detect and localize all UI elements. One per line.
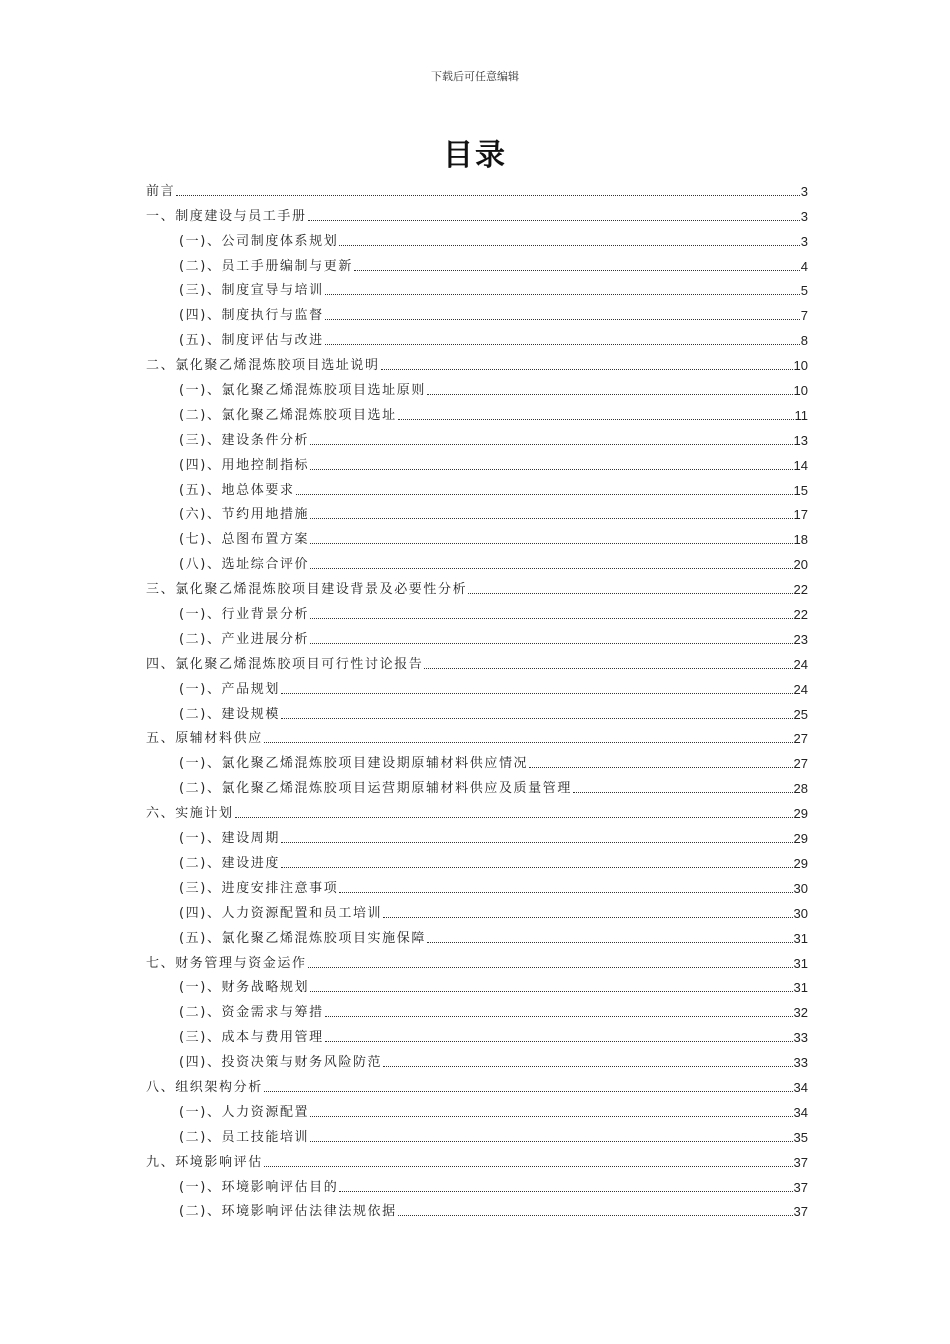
toc-entry-page: 22	[793, 582, 808, 598]
toc-leader-dots	[339, 892, 792, 893]
toc-entry-text: (五)、地总体要求	[179, 482, 295, 498]
toc-entry-page: 30	[793, 905, 808, 921]
toc-subsection-entry[interactable]	[146, 499, 808, 524]
toc-entry-text: (二)、建设规模	[179, 706, 280, 722]
toc-leader-dots	[310, 444, 792, 445]
toc-entry-page: 20	[793, 557, 808, 573]
toc-entry-page: 3	[800, 183, 808, 199]
toc-subsection-entry[interactable]	[146, 673, 808, 698]
toc-leader-dots	[325, 319, 800, 320]
toc-entry-text: (三)、建设条件分析	[179, 432, 310, 448]
toc-subsection-entry[interactable]	[146, 1096, 808, 1121]
toc-subsection-entry[interactable]	[146, 275, 808, 300]
toc-leader-dots	[339, 245, 799, 246]
toc-entry-page: 4	[800, 258, 808, 274]
toc-leader-dots	[281, 693, 793, 694]
toc-section-entry[interactable]	[146, 1146, 808, 1171]
toc-entry-text: (二)、员工手册编制与更新	[179, 258, 353, 274]
toc-entry-text: (二)、建设进度	[179, 855, 280, 871]
toc-subsection-entry[interactable]	[146, 1121, 808, 1146]
toc-section-entry[interactable]	[146, 349, 808, 374]
toc-section-entry[interactable]	[146, 175, 808, 200]
toc-entry-page: 34	[793, 1104, 808, 1120]
toc-subsection-entry[interactable]	[146, 474, 808, 499]
toc-subsection-entry[interactable]	[146, 1171, 808, 1196]
toc-leader-dots	[310, 469, 792, 470]
toc-entry-text: 八、组织架构分析	[146, 1079, 263, 1095]
toc-title: 目录	[443, 138, 507, 173]
toc-leader-dots	[310, 568, 792, 569]
toc-entry-text: (三)、成本与费用管理	[179, 1030, 324, 1046]
toc-entry-page: 35	[793, 1129, 808, 1145]
toc-entry-page: 33	[793, 1030, 808, 1046]
toc-leader-dots	[264, 1091, 793, 1092]
toc-subsection-entry[interactable]	[146, 1046, 808, 1071]
toc-entry-text: (五)、氯化聚乙烯混炼胶项目实施保障	[179, 930, 426, 946]
toc-entry-page: 8	[800, 333, 808, 349]
toc-leader-dots	[325, 1041, 793, 1042]
toc-entry-text: (一)、氯化聚乙烯混炼胶项目建设期原辅材料供应情况	[179, 756, 529, 772]
toc-section-entry[interactable]	[146, 648, 808, 673]
toc-section-entry[interactable]	[146, 1071, 808, 1096]
toc-entry-page: 10	[793, 383, 808, 399]
toc-section-entry[interactable]	[146, 797, 808, 822]
toc-leader-dots	[383, 1066, 792, 1067]
toc-entry-text: (一)、财务战略规划	[179, 980, 310, 996]
toc-entry-page: 27	[793, 756, 808, 772]
toc-entry-page: 29	[793, 855, 808, 871]
toc-leader-dots	[310, 643, 792, 644]
toc-entry-text: (二)、氯化聚乙烯混炼胶项目运营期原辅材料供应及质量管理	[179, 781, 572, 797]
toc-leader-dots	[529, 767, 792, 768]
toc-entry-page: 13	[793, 432, 808, 448]
toc-entry-text: (四)、制度执行与监督	[179, 308, 324, 324]
toc-subsection-entry[interactable]	[146, 523, 808, 548]
toc-entry-text: (五)、制度评估与改进	[179, 333, 324, 349]
toc-subsection-entry[interactable]	[146, 822, 808, 847]
toc-leader-dots	[325, 344, 800, 345]
toc-entry-page: 25	[793, 706, 808, 722]
toc-subsection-entry[interactable]	[146, 598, 808, 623]
toc-section-entry[interactable]	[146, 573, 808, 598]
toc-leader-dots	[339, 1191, 792, 1192]
toc-entry-text: 九、环境影响评估	[146, 1154, 263, 1170]
toc-entry-page: 22	[793, 607, 808, 623]
toc-subsection-entry[interactable]	[146, 922, 808, 947]
toc-entry-page: 24	[793, 681, 808, 697]
toc-entry-text: (七)、总图布置方案	[179, 532, 310, 548]
toc-entry-page: 14	[793, 457, 808, 473]
toc-entry-page: 33	[793, 1055, 808, 1071]
toc-subsection-entry[interactable]	[146, 374, 808, 399]
toc-leader-dots	[281, 718, 793, 719]
toc-entry-text: 五、原辅材料供应	[146, 731, 263, 747]
toc-subsection-entry[interactable]	[146, 424, 808, 449]
toc-leader-dots	[310, 1116, 792, 1117]
toc-entry-text: (二)、环境影响评估法律法规依据	[179, 1204, 397, 1220]
toc-leader-dots	[310, 1141, 792, 1142]
toc-entry-page: 10	[793, 358, 808, 374]
toc-leader-dots	[310, 518, 792, 519]
toc-entry-text: (四)、用地控制指标	[179, 457, 310, 473]
toc-entry-text: (一)、建设周期	[179, 831, 280, 847]
toc-entry-page: 34	[793, 1079, 808, 1095]
toc-leader-dots	[381, 369, 793, 370]
toc-subsection-entry[interactable]	[146, 872, 808, 897]
toc-entry-page: 37	[793, 1204, 808, 1220]
toc-entry-page: 15	[793, 482, 808, 498]
toc-section-entry[interactable]	[146, 200, 808, 225]
table-of-contents	[146, 175, 808, 1220]
header-note: 下载后可任意编辑	[431, 70, 519, 83]
toc-subsection-entry[interactable]	[146, 250, 808, 275]
toc-leader-dots	[235, 817, 793, 818]
toc-entry-page: 24	[793, 656, 808, 672]
toc-leader-dots	[398, 1215, 793, 1216]
toc-entry-page: 32	[793, 1005, 808, 1021]
toc-entry-text: 六、实施计划	[146, 806, 234, 822]
toc-subsection-entry[interactable]	[146, 972, 808, 997]
toc-section-entry[interactable]	[146, 723, 808, 748]
toc-leader-dots	[310, 543, 792, 544]
toc-entry-page: 17	[793, 507, 808, 523]
toc-leader-dots	[281, 842, 793, 843]
toc-entry-text: (一)、公司制度体系规划	[179, 233, 339, 249]
toc-entry-text: (一)、氯化聚乙烯混炼胶项目选址原则	[179, 383, 426, 399]
toc-subsection-entry[interactable]	[146, 772, 808, 797]
toc-leader-dots	[308, 220, 800, 221]
toc-entry-text: (二)、员工技能培训	[179, 1129, 310, 1145]
toc-entry-page: 29	[793, 806, 808, 822]
toc-entry-text: 七、财务管理与资金运作	[146, 955, 307, 971]
toc-entry-page: 5	[800, 283, 808, 299]
toc-entry-page: 31	[793, 930, 808, 946]
toc-entry-text: 一、制度建设与员工手册	[146, 208, 307, 224]
toc-subsection-entry[interactable]	[146, 847, 808, 872]
toc-subsection-entry[interactable]	[146, 897, 808, 922]
toc-leader-dots	[398, 419, 794, 420]
toc-entry-text: (四)、人力资源配置和员工培训	[179, 905, 383, 921]
toc-entry-text: (三)、制度宣导与培训	[179, 283, 324, 299]
toc-entry-page: 28	[793, 781, 808, 797]
toc-section-entry[interactable]	[146, 947, 808, 972]
toc-leader-dots	[325, 294, 800, 295]
toc-entry-text: (六)、节约用地措施	[179, 507, 310, 523]
toc-leader-dots	[427, 942, 793, 943]
toc-leader-dots	[296, 494, 793, 495]
toc-leader-dots	[468, 593, 792, 594]
toc-subsection-entry[interactable]	[146, 324, 808, 349]
toc-entry-page: 29	[793, 831, 808, 847]
toc-entry-page: 7	[800, 308, 808, 324]
toc-leader-dots	[325, 1016, 793, 1017]
toc-entry-page: 3	[800, 233, 808, 249]
toc-entry-page: 3	[800, 208, 808, 224]
toc-entry-text: (二)、产业进展分析	[179, 631, 310, 647]
toc-entry-text: 二、氯化聚乙烯混炼胶项目选址说明	[146, 358, 380, 374]
toc-subsection-entry[interactable]	[146, 449, 808, 474]
toc-entry-text: 三、氯化聚乙烯混炼胶项目建设背景及必要性分析	[146, 582, 468, 598]
toc-subsection-entry[interactable]	[146, 299, 808, 324]
toc-entry-page: 11	[794, 407, 808, 423]
toc-leader-dots	[264, 1166, 793, 1167]
toc-entry-page: 18	[793, 532, 808, 548]
toc-subsection-entry[interactable]	[146, 747, 808, 772]
toc-entry-page: 37	[793, 1179, 808, 1195]
toc-entry-text: (一)、行业背景分析	[179, 607, 310, 623]
toc-entry-page: 30	[793, 880, 808, 896]
toc-entry-text: 四、氯化聚乙烯混炼胶项目可行性讨论报告	[146, 656, 424, 672]
toc-subsection-entry[interactable]	[146, 698, 808, 723]
toc-entry-text: (八)、选址综合评价	[179, 557, 310, 573]
toc-entry-text: (四)、投资决策与财务风险防范	[179, 1055, 383, 1071]
toc-leader-dots	[354, 270, 800, 271]
toc-entry-page: 31	[793, 955, 808, 971]
toc-subsection-entry[interactable]	[146, 1021, 808, 1046]
toc-subsection-entry[interactable]	[146, 548, 808, 573]
toc-leader-dots	[264, 742, 793, 743]
toc-entry-text: 前言	[146, 183, 176, 199]
toc-entry-text: (二)、资金需求与筹措	[179, 1005, 324, 1021]
toc-leader-dots	[383, 917, 792, 918]
toc-entry-page: 31	[793, 980, 808, 996]
toc-leader-dots	[176, 195, 800, 196]
toc-entry-text: (一)、产品规划	[179, 681, 280, 697]
toc-entry-text: (二)、氯化聚乙烯混炼胶项目选址	[179, 407, 397, 423]
toc-leader-dots	[310, 618, 792, 619]
toc-leader-dots	[308, 967, 793, 968]
toc-leader-dots	[310, 991, 792, 992]
toc-subsection-entry[interactable]	[146, 399, 808, 424]
toc-leader-dots	[424, 668, 792, 669]
toc-leader-dots	[573, 792, 793, 793]
toc-entry-text: (一)、人力资源配置	[179, 1104, 310, 1120]
toc-leader-dots	[281, 867, 793, 868]
toc-entry-text: (一)、环境影响评估目的	[179, 1179, 339, 1195]
toc-subsection-entry[interactable]	[146, 1196, 808, 1221]
toc-subsection-entry[interactable]	[146, 225, 808, 250]
toc-leader-dots	[427, 394, 793, 395]
toc-entry-page: 37	[793, 1154, 808, 1170]
toc-entry-text: (三)、进度安排注意事项	[179, 880, 339, 896]
toc-entry-page: 27	[793, 731, 808, 747]
toc-entry-page: 23	[793, 631, 808, 647]
toc-subsection-entry[interactable]	[146, 623, 808, 648]
toc-subsection-entry[interactable]	[146, 996, 808, 1021]
